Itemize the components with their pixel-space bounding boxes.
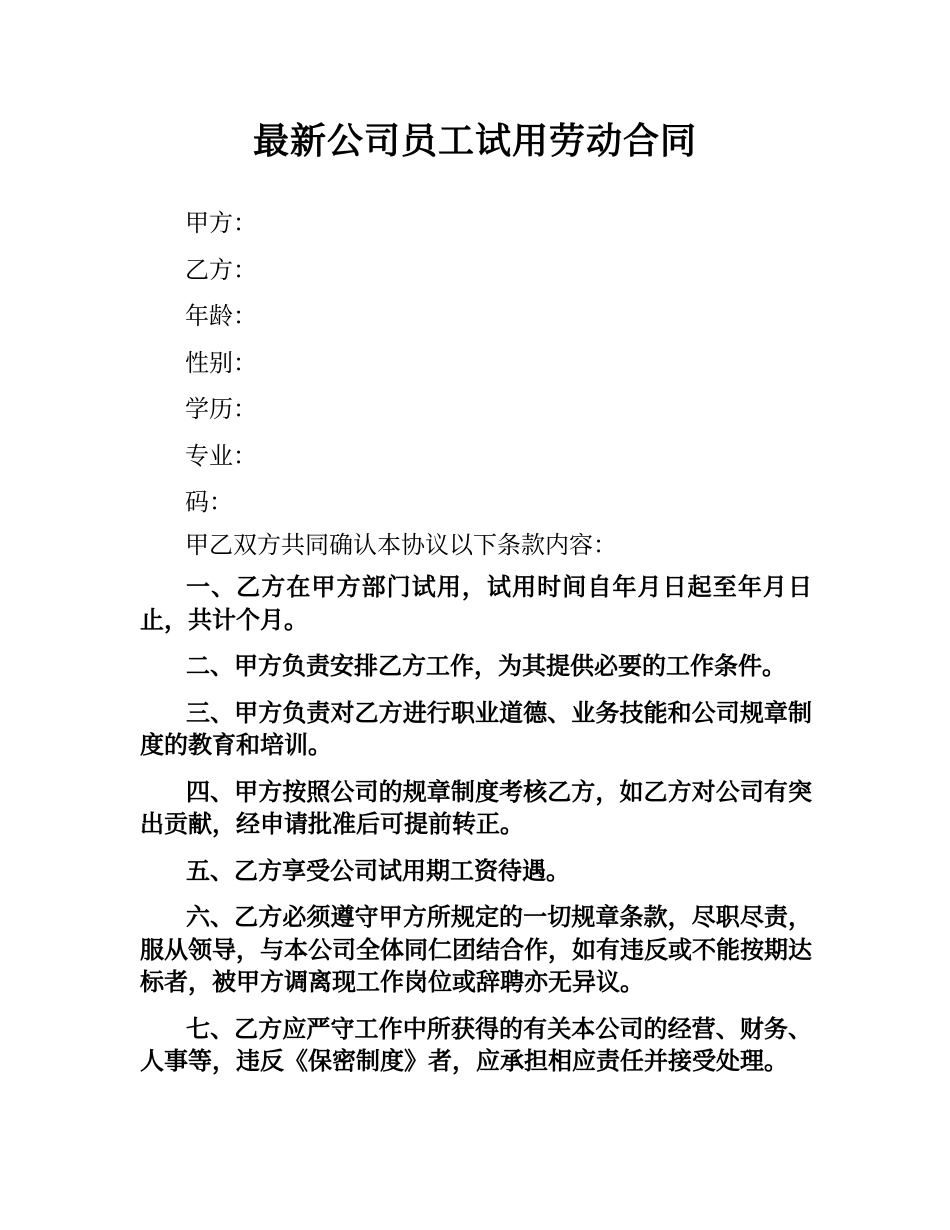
field-code: 码：: [185, 488, 233, 516]
clause-item: 一、乙方在甲方部门试用，试用时间自年月日起至年月日止，共计个月。: [140, 573, 812, 634]
field-party-a: 甲方：: [185, 209, 257, 237]
intro-paragraph: 甲乙双方共同确认本协议以下条款内容：: [185, 531, 617, 559]
field-major: 专业：: [185, 441, 257, 470]
clause-item: 六、乙方必须遵守甲方所规定的一切规章条款，尽职尽责，服从领导，与本公司全体同仁团结合作，如有违反或不能按期达标者，被甲方调离现工作岗位或辞聘亦无异议。: [140, 903, 812, 996]
party-info-fields: [185, 200, 825, 526]
field-education: 学历：: [185, 395, 257, 423]
clause-item: 四、甲方按照公司的规章制度考核乙方，如乙方对公司有突出贡献，经申请批准后可提前转正。: [140, 777, 812, 838]
clause-item: 三、甲方负责对乙方进行职业道德、业务技能和公司规章制度的教育和培训。: [140, 698, 812, 759]
document-title: 最新公司员工试用劳动合同: [252, 121, 697, 162]
field-gender: 性别：: [185, 348, 257, 377]
clause-item: 七、乙方应严守工作中所获得的有关本公司的经营、财务、人事等，违反《保密制度》者，应承担相应责任并接受处理。: [140, 1014, 812, 1075]
field-age: 年龄：: [185, 302, 257, 330]
clause-list: [140, 571, 812, 1092]
field-party-b: 乙方：: [185, 255, 257, 284]
clause-item: 五、乙方享受公司试用期工资待遇。: [186, 856, 570, 885]
clause-item: 二、甲方负责安排乙方工作，为其提供必要的工作条件。: [186, 652, 786, 680]
